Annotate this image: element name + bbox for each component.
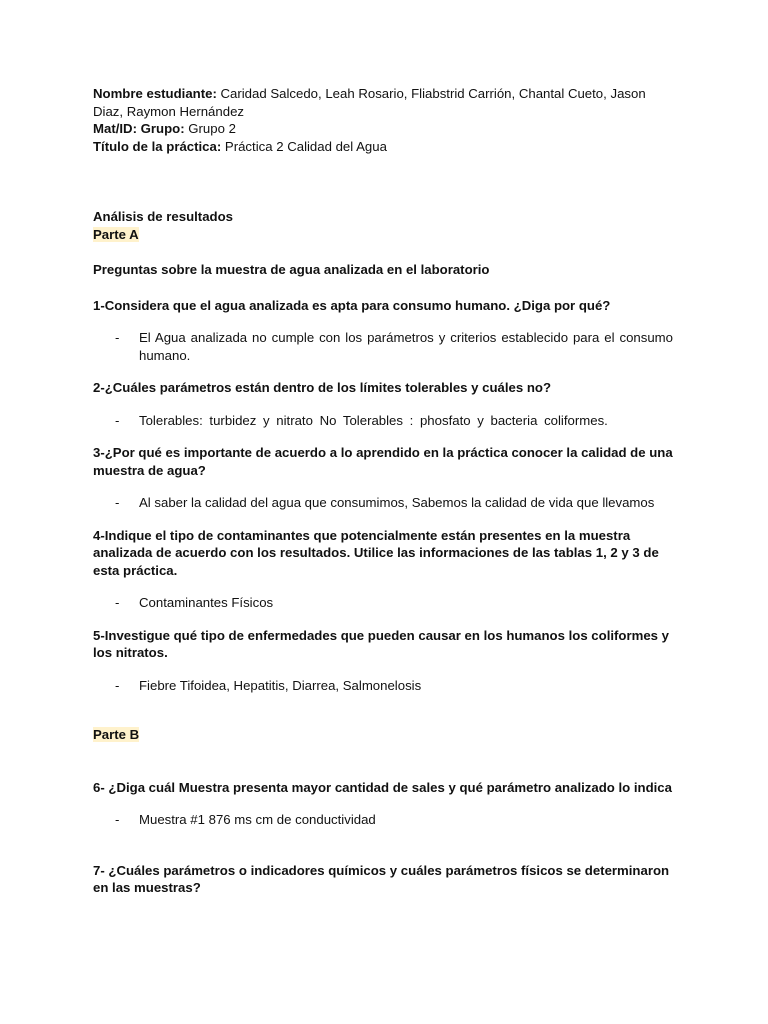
part-a-label-line [93,226,673,244]
answer-1 [93,329,673,364]
part-a-label: Parte A [93,226,139,242]
question-1: 1-Considera que el agua analizada es apta para consumo humano. ¿Diga por qué? [93,297,611,313]
part-a-intro: Preguntas sobre la muestra de agua analizada en el laboratorio [93,262,490,277]
answer-2-text: Tolerables: turbidez y nitrato No Tolerables : phosfato y bacteria coliformes. [139,412,608,428]
practice-title-label: Título de la práctica: [93,138,222,154]
answer-2 [93,412,673,430]
question-6: 6- ¿Diga cuál Muestra presenta mayor cantidad de sales y qué parámetro analizado lo indica [93,779,672,795]
matid-group-line [93,120,673,138]
bullet-dash: - [115,677,120,693]
answer-6-text: Muestra #1 876 ms cm de conductividad [139,812,376,827]
answer-5-text: Fiebre Tifoidea, Hepatitis, Diarrea, Salmonelosis [139,677,422,693]
question-4: 4-Indique el tipo de contaminantes que potencialmente están presentes en la muestra analizada de acuerdo con los resultados. Utilice las informaciones de las tablas 1, 2 y 3 de esta práctica. [93,527,659,578]
part-b-label: Parte B [93,727,140,742]
question-3: 3-¿Por qué es importante de acuerdo a lo aprendido en la práctica conocer la calidad de una muestra de agua? [93,445,673,478]
question-7: 7- ¿Cuáles parámetros o indicadores químicos y cuáles parámetros físicos se determinaron en las muestras? [93,862,670,895]
answer-4 [93,594,673,612]
student-name-line [93,85,673,120]
answer-3-text: Al saber la calidad del agua que consumimos, Sabemos la calidad de vida que llevamos [139,495,655,510]
answer-4-text: Contaminantes Físicos [139,595,274,610]
practice-title-value: Práctica 2 Calidad del Agua [221,138,387,154]
bullet-dash: - [115,495,120,510]
question-5: 5-Investigue qué tipo de enfermedades que pueden causar en los humanos los coliformes y los nitratos. [93,627,670,660]
practice-title-line [93,138,673,156]
answer-3 [93,494,673,512]
bullet-dash: - [115,595,120,610]
document-page [93,85,673,897]
student-name-value: Caridad Salcedo, Leah Rosario, Fliabstrid Carrión, Chantal Cueto, Jason Diaz, Raymon Hernández [93,86,646,119]
bullet-dash: - [115,330,120,345]
bullet-dash: - [115,812,120,827]
bullet-dash: - [115,412,120,428]
matid-label: Mat/ID: [93,121,137,136]
student-name-label: Nombre estudiante: [93,86,217,101]
group-value: Grupo 2 [184,121,236,136]
group-label: Grupo: [136,121,185,136]
section-title: Análisis de resultados [93,209,233,224]
question-2: 2-¿Cuáles parámetros están dentro de los límites tolerables y cuáles no? [93,380,552,395]
part-b-label-line [93,726,673,744]
answer-5 [93,677,673,695]
answer-6 [93,811,673,829]
answer-1-text: El Agua analizada no cumple con los parámetros y criterios establecido para el consumo humano. [139,330,673,363]
